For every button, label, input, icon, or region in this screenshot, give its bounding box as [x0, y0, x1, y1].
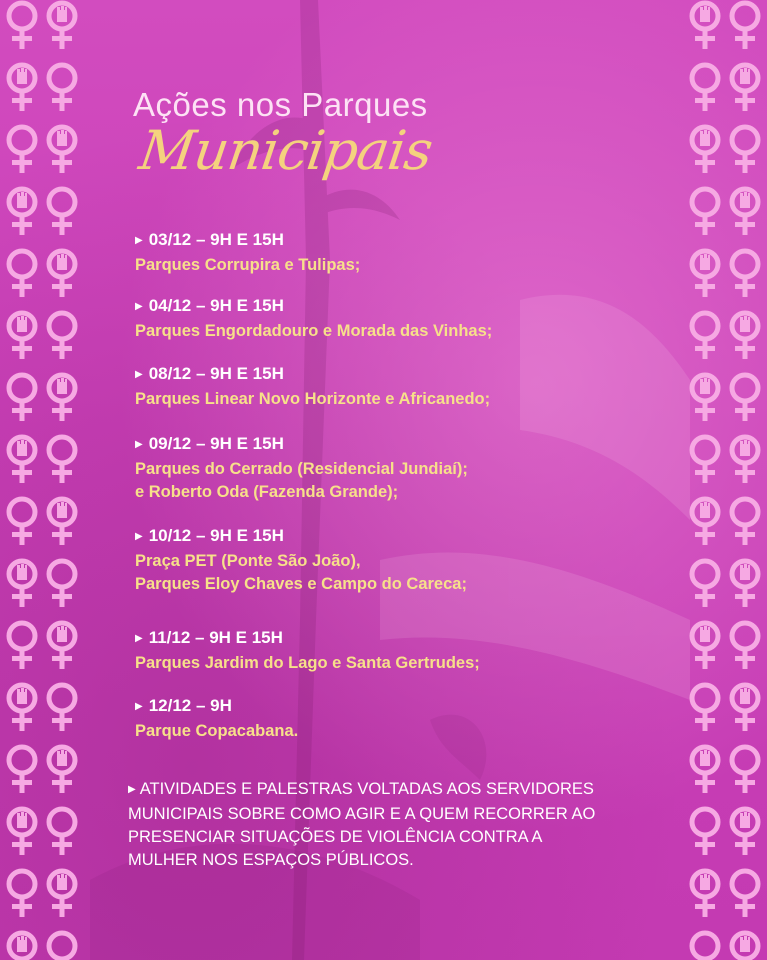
event-date: ▶ 03/12 – 9H E 15H [135, 230, 284, 249]
triangle-bullet-icon: ▶ [135, 701, 143, 712]
notice-text [128, 778, 668, 872]
event-date: ▶ 10/12 – 9H E 15H [135, 526, 284, 545]
triangle-bullet-icon: ▶ [128, 784, 136, 795]
event-date: ▶ 08/12 – 9H E 15H [135, 364, 284, 383]
event-place: Parques Jardim do Lago e Santa Gertrudes; [135, 654, 480, 672]
notice-line: ▶ ATIVIDADES E PALESTRAS VOLTADAS AOS SERVIDORES [128, 780, 594, 798]
title-line-1: Ações nos Parques [133, 86, 428, 123]
event-place: Parques Engordadouro e Morada das Vinhas; [135, 322, 493, 340]
event-item [135, 432, 675, 504]
title-line-2: Municipais [135, 119, 436, 182]
notice-line: PRESENCIAR SITUAÇÕES DE VIOLÊNCIA CONTRA A [128, 828, 543, 846]
event-item [135, 524, 675, 596]
event-place: Parques Linear Novo Horizonte e Africanedo; [135, 390, 491, 408]
event-date: ▶ 12/12 – 9H [135, 696, 232, 715]
event-date: ▶ 04/12 – 9H E 15H [135, 296, 284, 315]
event-item [135, 228, 675, 277]
event-place: Parques Eloy Chaves e Campo do Careca; [135, 575, 467, 593]
event-item [135, 362, 675, 411]
event-date: ▶ 11/12 – 9H E 15H [135, 628, 283, 647]
triangle-bullet-icon: ▶ [135, 531, 143, 542]
event-place: e Roberto Oda (Fazenda Grande); [135, 483, 399, 501]
triangle-bullet-icon: ▶ [135, 439, 143, 450]
event-place: Parques do Cerrado (Residencial Jundiaí); [135, 460, 468, 478]
event-place: Praça PET (Ponte São João), [135, 552, 361, 570]
event-item [135, 626, 675, 675]
triangle-bullet-icon: ▶ [135, 301, 143, 312]
notice-line: MUNICIPAIS SOBRE COMO AGIR E A QUEM RECORRER AO [128, 805, 596, 823]
triangle-bullet-icon: ▶ [135, 369, 143, 380]
event-place: Parque Copacabana. [135, 722, 299, 740]
event-item [135, 694, 675, 743]
event-place: Parques Corrupira e Tulipas; [135, 256, 361, 274]
event-date: ▶ 09/12 – 9H E 15H [135, 434, 284, 453]
triangle-bullet-icon: ▶ [135, 235, 143, 246]
notice-line: MULHER NOS ESPAÇOS PÚBLICOS. [128, 851, 414, 869]
event-item [135, 294, 675, 343]
triangle-bullet-icon: ▶ [135, 633, 143, 644]
